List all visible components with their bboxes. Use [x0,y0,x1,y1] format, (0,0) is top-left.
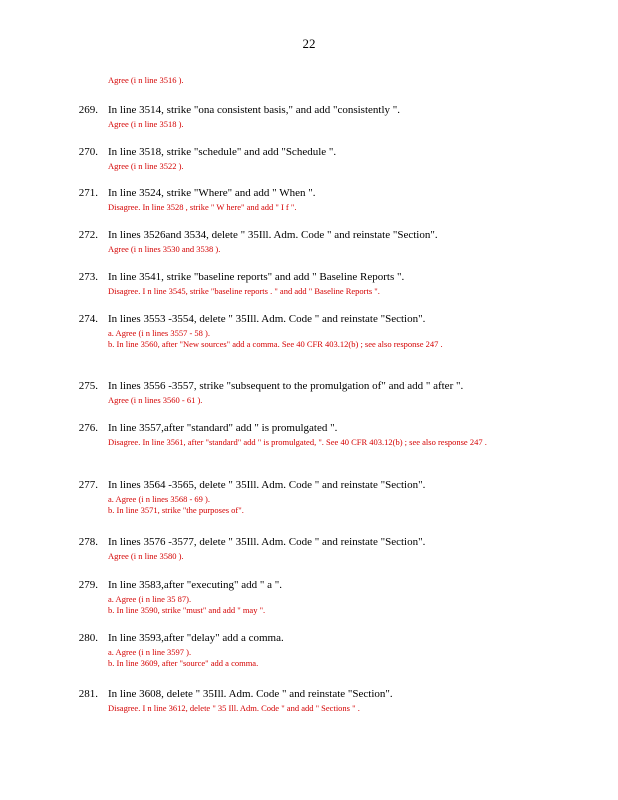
item-text: In line 3514, strike "ona consistent basis," and add "consistently ". [108,104,400,116]
item-number: 274. [78,313,98,325]
item-number: 273. [78,271,98,283]
item-response: Disagree. I n line 3545, strike "baseline reports . " and add " Baseline Reports ". [108,286,380,296]
item-response: b. In line 3560, after "New sources" add a comma. See 40 CFR 403.12(b) ; see also response 247 . [108,339,443,349]
item-response: a. Agree (i n line 3597 ). [108,647,192,657]
item-text: In lines 3553 -3554, delete " 35Ill. Adm. Code " and reinstate "Section". [108,313,426,325]
item-number: 271. [78,187,98,199]
item-text: In line 3583,after "executing" add " a ". [108,579,283,591]
item-number: 279. [78,579,98,591]
item-text: In line 3608, delete " 35Ill. Adm. Code " and reinstate "Section". [108,688,393,700]
item-response: Agree (i n line 3518 ). [108,119,184,129]
item-response: a. Agree (i n line 35 87). [108,594,192,604]
item-response: Agree (i n lines 3560 - 61 ). [108,395,203,405]
page-number: 22 [302,36,316,51]
item-text: In lines 3564 -3565, delete " 35Ill. Adm. Code " and reinstate "Section". [108,479,426,491]
item-response: a. Agree (i n lines 3557 - 58 ). [108,328,210,338]
item-response: Agree (i n line 3522 ). [108,161,184,171]
item-text: In line 3524, strike "Where" and add " When ". [108,187,316,199]
item-response: b. In line 3609, after "source" add a comma. [108,658,259,668]
item-response: Disagree. I n line 3612, delete " 35 Ill. Adm. Code " and add " Sections " . [108,703,360,713]
item-number: 277. [78,479,98,491]
item-text: In line 3557,after "standard" add " is promulgated ". [108,422,338,434]
top-response: Agree (i n line 3516 ). [108,75,184,85]
item-response: Disagree. In line 3561, after "standard" add " is promulgated, ". See 40 CFR 403.12(b) ; see also response 247 . [108,437,487,447]
item-number: 276. [78,422,98,434]
item-text: In lines 3526and 3534, delete " 35Ill. Adm. Code " and reinstate "Section". [108,229,438,241]
item-number: 272. [78,229,98,241]
item-number: 278. [78,536,98,548]
item-number: 275. [78,380,98,392]
item-response: Agree (i n line 3580 ). [108,551,184,561]
item-response: b. In line 3590, strike "must" and add " may ". [108,605,266,615]
item-text: In line 3541, strike "baseline reports" and add " Baseline Reports ". [108,271,405,283]
item-response: Disagree. In line 3528 , strike " W here" and add " I f ". [108,202,297,212]
item-text: In lines 3576 -3577, delete " 35Ill. Adm. Code " and reinstate "Section". [108,536,426,548]
item-response: Agree (i n lines 3530 and 3538 ). [108,244,221,254]
item-number: 280. [78,632,98,644]
item-number: 270. [78,146,98,158]
item-text: In line 3518, strike "schedule" and add "Schedule ". [108,146,337,158]
item-response: a. Agree (i n lines 3568 - 69 ). [108,494,210,504]
item-text: In lines 3556 -3557, strike "subsequent to the promulgation of" and add " after ". [108,380,464,392]
item-number: 269. [78,104,98,116]
item-text: In line 3593,after "delay" add a comma. [108,632,284,644]
item-response: b. In line 3571, strike "the purposes of". [108,505,244,515]
item-number: 281. [78,688,98,700]
